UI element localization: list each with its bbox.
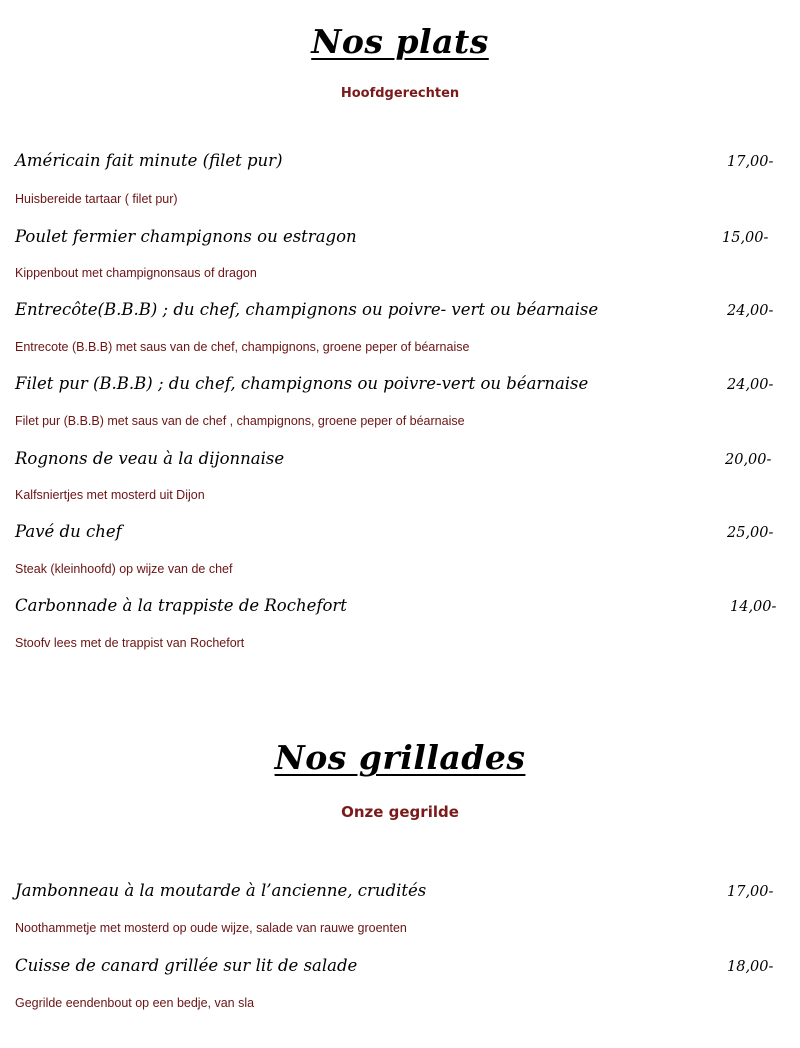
dish-price: 17,00- — [727, 884, 774, 900]
dish-price: 25,00- — [727, 525, 774, 541]
section-subtitle-grillades: Onze gegrilde — [341, 803, 459, 821]
dish-name: Américain fait minute (filet pur) — [15, 151, 283, 170]
section-title-plats: Nos plats — [311, 22, 489, 61]
dish-description: Entrecote (B.B.B) met saus van de chef, champignons, groene peper of béarnaise — [15, 340, 470, 354]
dish-description: Filet pur (B.B.B) met saus van de chef , champignons, groene peper of béarnaise — [15, 414, 465, 428]
dish-price: 17,00- — [727, 154, 774, 170]
dish-price: 14,00- — [730, 599, 777, 615]
dish-name: Pavé du chef — [15, 522, 122, 541]
dish-name: Jambonneau à la moutarde à l’ancienne, crudités — [15, 881, 427, 900]
dish-name: Poulet fermier champignons ou estragon — [15, 227, 357, 246]
dish-description: Huisbereide tartaar ( filet pur) — [15, 192, 178, 206]
dish-price: 24,00- — [727, 303, 774, 319]
dish-price: 20,00- — [725, 452, 772, 468]
dish-description: Kalfsniertjes met mosterd uit Dijon — [15, 488, 205, 502]
dish-description: Stoofv lees met de trappist van Rochefort — [15, 636, 245, 650]
dish-price: 15,00- — [722, 230, 769, 246]
dish-name: Filet pur (B.B.B) ; du chef, champignons ou poivre-vert ou béarnaise — [15, 374, 589, 393]
dish-description: Noothammetje met mosterd op oude wijze, salade van rauwe groenten — [15, 921, 407, 935]
dish-name: Carbonnade à la trappiste de Rochefort — [15, 596, 347, 615]
section-title-grillades: Nos grillades — [274, 738, 526, 777]
dish-description: Steak (kleinhoofd) op wijze van de chef — [15, 562, 233, 576]
dish-name: Cuisse de canard grillée sur lit de salade — [15, 956, 358, 975]
dish-description: Gegrilde eendenbout op een bedje, van sla — [15, 996, 255, 1010]
section-subtitle-plats: Hoofdgerechten — [340, 86, 460, 101]
dish-price: 24,00- — [727, 377, 774, 393]
dish-description: Kippenbout met champignonsaus of dragon — [15, 266, 257, 280]
dish-price: 18,00- — [727, 959, 774, 975]
dish-name: Rognons de veau à la dijonnaise — [15, 449, 285, 468]
dish-name: Entrecôte(B.B.B) ; du chef, champignons ou poivre- vert ou béarnaise — [15, 300, 599, 319]
